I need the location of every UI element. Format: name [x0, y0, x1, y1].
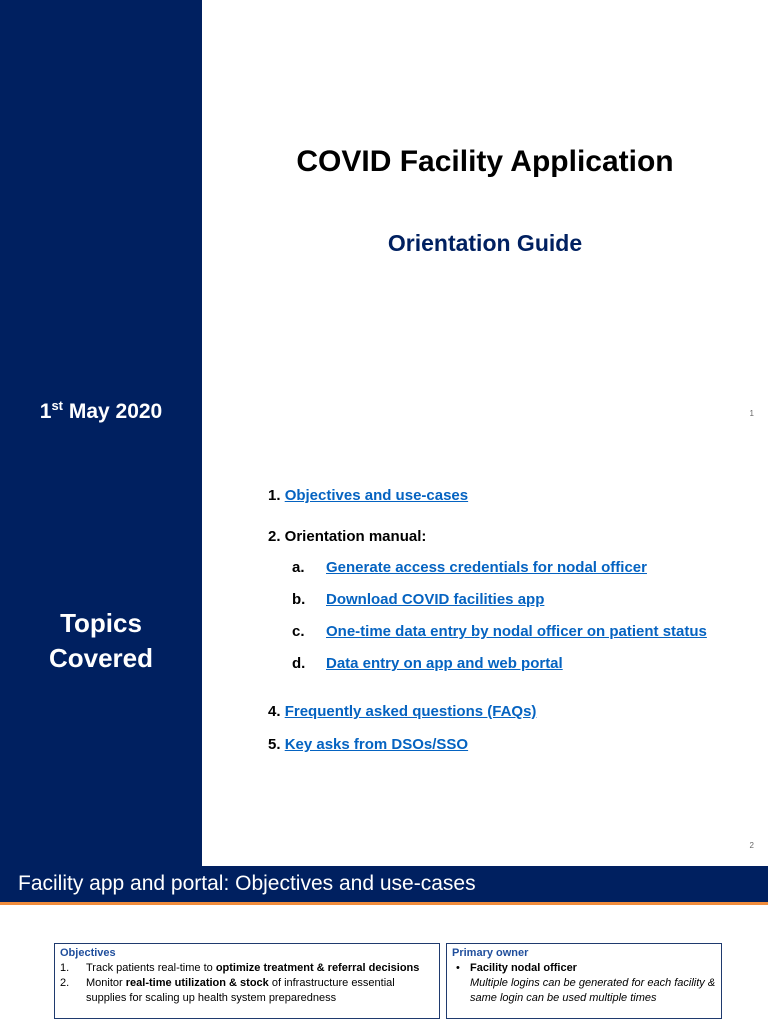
- presentation-subtitle: Orientation Guide: [387, 230, 583, 256]
- toc-link-objectives[interactable]: Objectives and use-cases: [284, 487, 469, 504]
- date-month-year: May 2020: [63, 400, 163, 423]
- objective-item-1: [60, 961, 434, 976]
- owner-name: Facility nodal officer: [470, 962, 577, 974]
- subitem-letter: d.: [292, 655, 306, 672]
- topics-heading-line2: Covered: [48, 643, 154, 673]
- objectives-box: [54, 943, 440, 1019]
- objective-text-end: of infrastructure essential supplies for scaling up health system preparedness: [86, 977, 398, 1004]
- toc-link-key-asks[interactable]: Key asks from DSOs/SSO: [284, 736, 469, 753]
- objective-number: 2.: [60, 977, 70, 989]
- toc-item-number: 5.: [268, 736, 281, 753]
- toc-link-data-entry-nodal[interactable]: One-time data entry by nodal officer on patient status: [326, 623, 707, 640]
- subitem-letter: c.: [292, 623, 305, 640]
- date-suffix: st: [51, 398, 63, 413]
- date-day: 1: [39, 400, 52, 423]
- title-slide: [0, 0, 768, 432]
- toc-item-number: 4.: [268, 703, 281, 720]
- presentation-date: [0, 398, 202, 424]
- toc-item-4: [268, 703, 536, 720]
- page-number: 1: [749, 409, 754, 418]
- primary-owner-title: Primary owner: [452, 947, 529, 959]
- toc-item-1: [268, 487, 468, 504]
- header-accent-rule: [0, 902, 768, 905]
- objectives-slide: [0, 866, 768, 1024]
- primary-owner-box: [446, 943, 722, 1019]
- slide-header: Facility app and portal: Objectives and use-cases: [0, 866, 768, 902]
- objective-emphasis: optimize treatment & referral decisions: [215, 962, 420, 974]
- topics-heading-line1: Topics: [60, 608, 142, 638]
- objectives-title: Objectives: [60, 947, 116, 959]
- toc-link-download[interactable]: Download COVID facilities app: [326, 591, 545, 608]
- toc-link-credentials[interactable]: Generate access credentials for nodal officer: [326, 559, 647, 576]
- toc-item-5: [268, 736, 468, 753]
- objective-item-2: [60, 976, 434, 1006]
- objective-text: Track patients real-time to: [86, 962, 216, 974]
- toc-link-data-entry-app[interactable]: Data entry on app and web portal: [326, 655, 563, 672]
- toc-item-2: 2. Orientation manual:: [268, 528, 427, 545]
- objective-emphasis: real-time utilization & stock: [125, 977, 269, 989]
- subitem-letter: b.: [292, 591, 306, 608]
- toc-link-faqs[interactable]: Frequently asked questions (FAQs): [284, 703, 537, 720]
- presentation-title: COVID Facility Application: [296, 145, 674, 178]
- topics-slide: [0, 432, 768, 866]
- owner-note: Multiple logins can be generated for each facility & same login can be used multiple times: [470, 977, 716, 1004]
- sidebar-band: [0, 0, 202, 432]
- bullet-icon: •: [456, 962, 460, 974]
- objective-number: 1.: [60, 962, 70, 974]
- page-number: 2: [749, 841, 754, 850]
- objective-text: Monitor: [86, 977, 126, 989]
- owner-item: [452, 961, 716, 976]
- subitem-letter: a.: [292, 559, 305, 576]
- toc-item-number: 1.: [268, 487, 281, 504]
- topics-heading: [0, 606, 202, 676]
